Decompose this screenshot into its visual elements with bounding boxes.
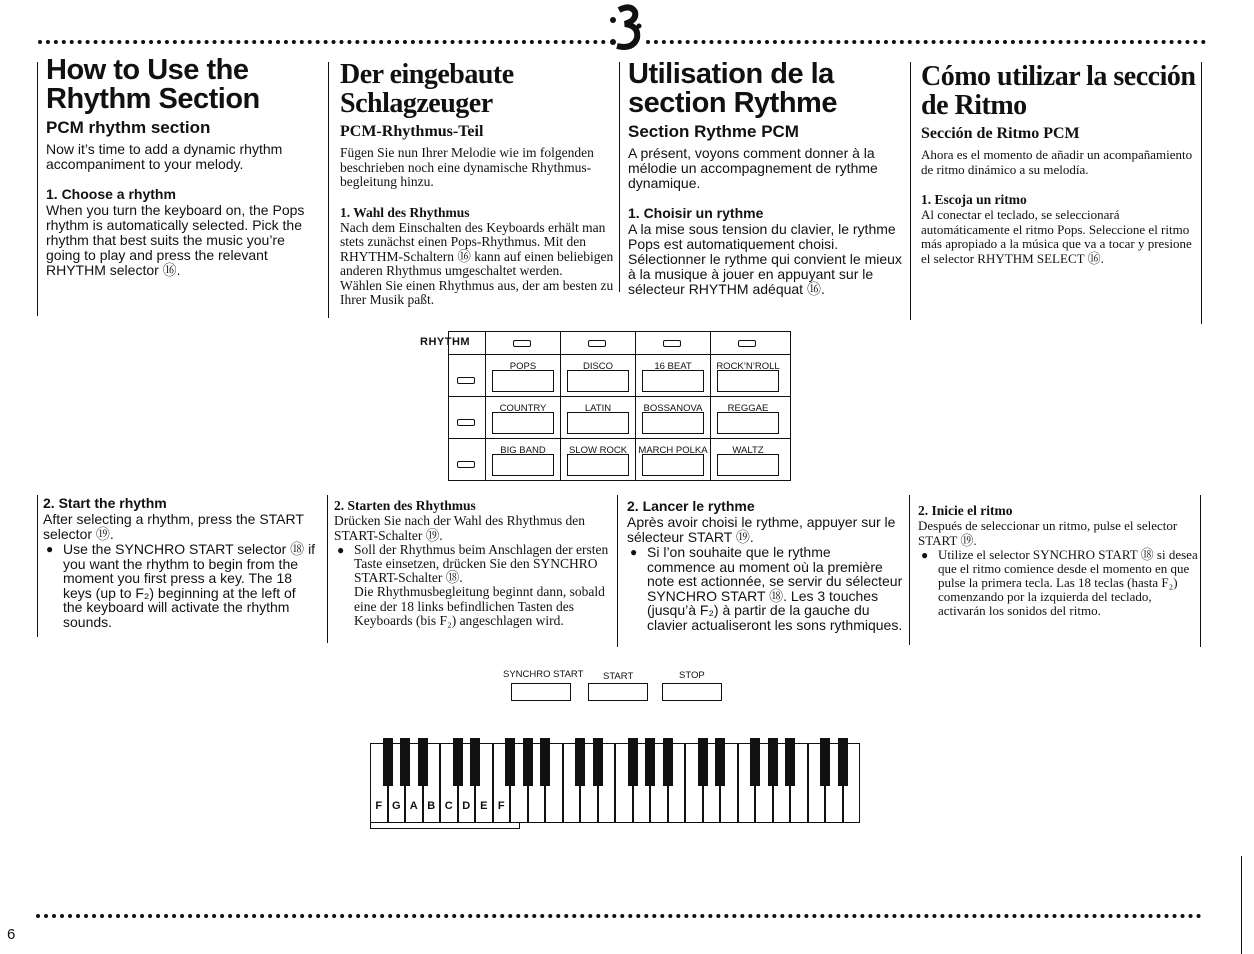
note-label: F [497,800,505,812]
step-text: Die Rhythmusbegleitung beginnt dann, sobald eine der 18 links befindlichen Tasten des Keyboards (bis F₂) angeschlagen wird. [354,584,605,628]
rhythm-button-rocknroll[interactable] [717,370,779,392]
chapter-three-icon [609,4,643,52]
note-label: A [409,800,418,812]
bullet-item: ● Use the SYNCHRO START selector ⑱ if you want the rhythm to begin from the moment you first press a key. The 18 keys (up to F₂) beginning at the left of the keyboard will activate the rhythm sounds. [63,542,319,629]
column-spanish-step2 [918,502,1198,618]
column-french-step2 [627,498,903,632]
rhythm-name: BIG BAND [500,445,546,456]
stop-label: STOP [679,670,705,681]
start-button[interactable] [588,683,648,701]
rhythm-button-bossanova[interactable] [642,412,704,434]
column-divider [619,62,620,292]
section-subtitle: Sección de Ritmo PCM [921,125,1080,142]
keyboard-bracket [370,823,520,829]
rhythm-button-latin[interactable] [567,412,629,434]
rhythm-name: MARCH POLKA [638,445,708,456]
rhythm-name: REGGAE [727,403,769,414]
step-text: A la mise sous tension du clavier, le rythme Pops est automatiquement choisi. Sélectionner le rythme qui convient le mieux à la musique à jouer en appuyant sur le sélecteur RHYTHM adéquat ⑯. [628,221,902,297]
panel-divider [448,396,790,397]
column-german-step2 [334,497,616,629]
page-title: Utilisation de la section Rythme [628,58,837,119]
rhythm-button-marchpolka[interactable] [642,454,704,476]
step-text: When you turn the keyboard on, the Pops rhythm is automatically selected. Pick the rhythm that best suits the music you’re going to play and press the relevant RHYTHM selector ⑯. [46,202,305,278]
step-text: Wählen Sie einen Rhythmus aus, der am besten zu Ihrer Musik paßt. [340,277,614,307]
black-key[interactable] [470,738,480,786]
rhythm-led [588,340,606,347]
column-english-step2 [43,495,319,629]
step-text: Après avoir choisi le rythme, appuyer sur le sélecteur START ⑲. [627,514,896,545]
top-dotted-rule-left [38,40,606,44]
step-heading: 1. Wahl des Rhythmus [340,204,470,220]
black-key[interactable] [663,738,673,786]
start-label: START [603,671,634,682]
column-french [628,60,904,297]
note-label: F [375,800,383,812]
step-text: After selecting a rhythm, press the START selector ⑲. [43,511,304,542]
column-divider [1201,62,1202,324]
column-divider [327,495,328,643]
top-dotted-rule-right [646,40,1206,44]
bullet-item: ● Si l’on souhaite que le rythme commence au moment où la première note est actionnée, se servir du sélecteur SYNCHRO START ⑱. Les 3 touches (jusqu’à F₂) à partir de la gauche du clavier actualiseront les sons rythmiques. [647,545,903,632]
black-key[interactable] [453,738,463,786]
black-key[interactable] [593,738,603,786]
rhythm-button-bigband[interactable] [492,454,554,476]
column-divider [328,62,329,318]
rhythm-name: WALTZ [732,445,764,456]
bottom-dotted-rule [36,914,1202,918]
stop-button[interactable] [662,683,722,701]
step-heading: 1. Escoja un ritmo [921,192,1027,207]
intro-text: A présent, voyons comment donner à la mélodie un accompagnement de rythme dynamique. [628,145,878,191]
black-key[interactable] [628,738,638,786]
panel-divider [448,438,790,439]
step-heading: 1. Choose a rhythm [46,186,176,202]
section-subtitle: PCM rhythm section [46,118,211,137]
step-text: Después de seleccionar un ritmo, pulse el selector START ⑲. [918,518,1178,548]
rhythm-button-slowrock[interactable] [567,454,629,476]
black-key[interactable] [383,738,393,786]
rhythm-led [738,340,756,347]
step-heading: 1. Choisir un rythme [628,205,764,221]
column-spanish [921,62,1197,266]
black-key[interactable] [750,738,760,786]
step-heading: 2. Starten des Rhythmus [334,498,476,513]
column-divider [909,495,910,645]
bullet-item: ● Utilize el selector SYNCHRO START ⑱ si desea que el ritmo comience desde el momento en que pulse la primera tecla. Las 18 teclas (hasta F₂) comenzando por la izquierda del teclado, activarán los sonidos del ritmo. [938,548,1198,618]
panel-divider [448,354,790,355]
rhythm-button-country[interactable] [492,412,554,434]
black-key[interactable] [540,738,550,786]
black-key[interactable] [698,738,708,786]
note-label: D [462,800,471,812]
page-title: Cómo utilizar la sección de Ritmo [921,61,1196,121]
column-divider [37,62,38,316]
bullet-item: ● Soll der Rhythmus beim Anschlagen der ersten Taste einsetzen, drücken Sie den SYNCHRO START-Schalter ⑱. [354,543,616,585]
rhythm-panel-label: RHYTHM [420,336,471,348]
rhythm-led [513,340,531,347]
black-key[interactable] [820,738,830,786]
rhythm-name: DISCO [582,361,614,372]
rhythm-button-waltz[interactable] [717,454,779,476]
black-key[interactable] [785,738,795,786]
black-key[interactable] [645,738,655,786]
black-key[interactable] [400,738,410,786]
black-key[interactable] [523,738,533,786]
column-divider [617,495,618,647]
intro-text: Ahora es el momento de añadir un acompañamiento de ritmo dinámico a su melodía. [921,147,1193,177]
synchro-start-button[interactable] [511,683,571,701]
column-german [340,60,616,308]
rhythm-name: LATIN [584,403,612,414]
black-key[interactable] [505,738,515,786]
rhythm-name: BOSSANOVA [643,403,703,414]
note-label: E [480,800,488,812]
rhythm-led [457,461,475,468]
section-subtitle: Section Rythme PCM [628,122,799,141]
rhythm-name: ROCK’N’ROLL [716,361,780,372]
note-label: G [391,800,401,812]
step-text: Nach dem Einschalten des Keyboards erhält man stets zunächst einen Pops-Rhythmus. Mit den RHYTHM-Schaltern ⑯ kann auf einen beliebigen anderen Rhythmus umgeschaltet werden. [340,219,614,278]
note-label: B [427,800,436,812]
rhythm-button-pops[interactable] [492,370,554,392]
note-label: C [444,800,453,812]
rhythm-name: POPS [509,361,537,372]
rhythm-button-16beat[interactable] [642,370,704,392]
page-title: Der eingebaute Schlagzeuger [340,59,514,119]
page-title: How to Use the Rhythm Section [46,54,260,115]
rhythm-name: SLOW ROCK [568,445,628,456]
black-key[interactable] [768,738,778,786]
black-key[interactable] [418,738,428,786]
column-divider [37,495,38,637]
step-heading: 2. Lancer le rythme [627,498,755,514]
rhythm-button-disco[interactable] [567,370,629,392]
column-english [46,56,320,278]
rhythm-button-reggae[interactable] [717,412,779,434]
rhythm-led [457,377,475,384]
intro-text: Fügen Sie nun Ihrer Melodie wie im folgenden beschrieben noch eine dynamische Rhythmus-begleitung hinzu. [340,145,594,189]
rhythm-name: 16 BEAT [654,361,692,372]
rhythm-name: COUNTRY [499,403,547,414]
margin-line [1241,856,1242,954]
synchro-start-label: SYNCHRO START [503,669,584,680]
rhythm-led [663,340,681,347]
step-heading: 2. Start the rhythm [43,495,167,511]
intro-text: Now it’s time to add a dynamic rhythm accompaniment to your melody. [46,141,283,172]
step-text: Al conectar el teclado, se seleccionará automáticamente el ritmo Pops. Seleccione el ritmo más apropiado a la música que va a tocar y presione el selector RHYTHM SELECT ⑯. [921,207,1192,266]
black-key[interactable] [838,738,848,786]
page-number: 6 [7,926,16,943]
column-divider [1200,495,1201,647]
step-heading: 2. Inicie el ritmo [918,503,1013,518]
section-subtitle: PCM-Rhythmus-Teil [340,123,484,140]
step-text: Drücken Sie nach der Wahl des Rhythmus den START-Schalter ⑲. [334,513,585,543]
black-key[interactable] [715,738,725,786]
rhythm-led [457,419,475,426]
column-divider [910,62,911,320]
black-key[interactable] [575,738,585,786]
